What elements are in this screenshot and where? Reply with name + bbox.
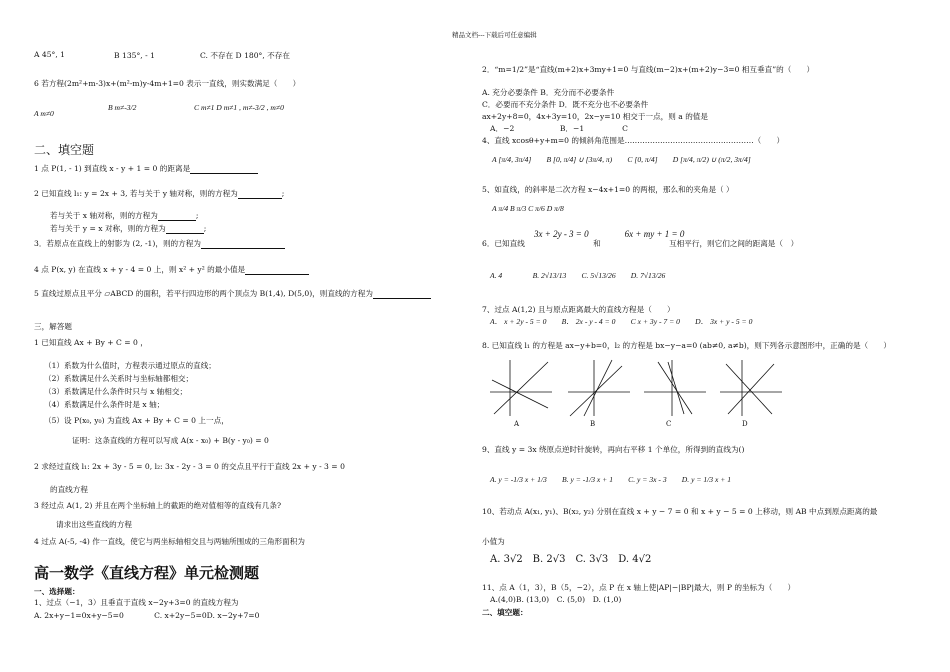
choice-section-title: 一、选择题： bbox=[34, 587, 80, 596]
r-q2-cd: C．必要而不充分条件 D．既不充分也不必要条件 bbox=[482, 100, 649, 109]
solve-q1: 1 已知直线 Ax + By + C = 0 ， bbox=[34, 338, 148, 347]
fill-q1: 1 点 P(1, - 1) 到直线 x - y + 1 = 0 的距离是 bbox=[34, 165, 258, 174]
q6-question: 6 若方程(2m²+m-3)x+(m²-m)y-4m+1=0 表示一直线，则实数满足（ ） bbox=[34, 79, 301, 88]
r-q2: 2．“m=1/2”是“直线(m+2)x+3my+1=0 与直线(m−2)x+(m+2)y−3=0 相互垂直”的（ ） bbox=[482, 65, 815, 74]
r-q8: 8. 已知直线 l₁ 的方程是 ax−y+b=0，l₂ 的方程是 bx−y−a=0 (ab≠0, a≠b)，则下列各示意图形中，正确的是（ ） bbox=[482, 341, 891, 350]
solve-q1-proof: 证明：这条直线的方程可以写成 A(x - x₀) + B(y - y₀) = 0 bbox=[72, 436, 269, 445]
q8-graph-b bbox=[564, 356, 632, 418]
q8-label-c: C bbox=[666, 420, 672, 428]
r-q10-options: A. 3√2 B. 2√3 C. 3√3 D. 4√2 bbox=[490, 554, 652, 565]
paper-title: 高一数学《直线方程》单元检测题 bbox=[34, 564, 260, 582]
q8-label-b: B bbox=[590, 420, 596, 428]
solve-q1-4: （4）系数满足什么条件时是 x 轴； bbox=[44, 400, 165, 409]
r-q6-equations: 3x + 2y - 3 = 0 6x + my + 1 = 0 bbox=[534, 229, 685, 239]
q8-graph-d bbox=[716, 356, 784, 418]
r-q7-options: A． x + 2y - 5 = 0 B． 2x - y - 4 = 0 C x + 3y - 7 = 0 D． 3x + y - 5 = 0 bbox=[490, 317, 753, 326]
r-q2-ab: A. 充分必要条件 B．充分而不必要条件 bbox=[482, 88, 615, 97]
fill-q2c: 若与关于 y = x 对称，则的方程为 ; bbox=[50, 224, 207, 233]
fill-q5: 5 直线过原点且平分 ▱ABCD 的面积，若平行四边形的两个顶点为 B(1,4), D(5,0)，则直线的方程为 bbox=[34, 290, 431, 299]
r-q9-options: A. y = -1/3 x + 1/3 B. y = -1/3 x + 1 C. y = 3x - 3 D. y = 1/3 x + 1 bbox=[490, 475, 732, 484]
fill-q4: 4 点 P(x, y) 在直线 x + y - 4 = 0 上，则 x² + y² 的最小值是 bbox=[34, 266, 309, 275]
r-q5-options: A π/4 B π/3 C π/6 D π/8 bbox=[492, 204, 564, 213]
solve-q3: 3 经过点 A(1, 2) 并且在两个坐标轴上的截距的绝对值相等的直线有几条? bbox=[34, 501, 282, 510]
r-q3-options: A．−2 B．−1 C bbox=[490, 124, 628, 133]
r-fill-section-title: 二、填空题： bbox=[482, 608, 528, 617]
solve-q1-1: （1）系数为什么值时，方程表示通过原点的直线； bbox=[44, 361, 216, 370]
solve-q1-3: （3）系数满足什么条件时只与 x 轴相交； bbox=[44, 387, 188, 396]
choice-q1-options: A. 2x+y−1=0x+y−5=0 C. x+2y−5=0D. x−2y+7=0 bbox=[34, 611, 260, 620]
r-q7: 7、过点 A(1,2) 且与原点距离最大的直线方程是（ ） bbox=[482, 305, 675, 314]
solve-q2: 2 求经过直线 l₁: 2x + 3y - 5 = 0, l₂: 3x - 2y - 3 = 0 的交点且平行于直线 2x + y - 3 = 0 bbox=[34, 462, 345, 471]
r-q6-options: A. 4 B. 2√13/13 C. 5√13/26 D. 7√13/26 bbox=[490, 271, 666, 280]
q5-option-a: A 45°, 1 bbox=[34, 50, 66, 59]
solve-section-title: 三，解答题 bbox=[34, 322, 72, 331]
r-q10b: 小值为 bbox=[482, 537, 505, 546]
r-q9: 9、直线 y = 3x 绕原点逆时针旋转，再向右平移 1 个单位，所得到的直线为() bbox=[482, 445, 745, 454]
q5-option-c: C. 不存在 D 180°, 不存在 bbox=[200, 51, 290, 60]
solve-q4: 4 过点 A(-5, -4) 作一直线，使它与两坐标轴相交且与两轴所围成的三角形面积为 bbox=[34, 537, 305, 546]
fill-q2: 2 已知直线 l₁: y = 2x + 3, 若与关于 y 轴对称，则的方程为 ; bbox=[34, 189, 285, 198]
q6-option-c: C m≠1 D m≠1 , m≠-3/2 , m≠0 bbox=[194, 103, 284, 112]
choice-q1: 1、过点（−1，3）且垂直于直线 x−2y+3=0 的直线方程为 bbox=[34, 598, 239, 607]
fill-q2b: 若与关于 x 轴对称，则的方程为 ; bbox=[50, 211, 199, 220]
solve-q1-5: （5）设 P(x₀, y₀) 为直线 Ax + By + C = 0 上一点， bbox=[44, 416, 229, 425]
r-q5: 5、如直线，的斜率是二次方程 x−4x+1=0 的两根，那么和的夹角是（ ） bbox=[482, 185, 734, 194]
r-q6: 6．已知直线 和 互相平行，则它们之间的距离是（ ） bbox=[482, 239, 799, 248]
fill-section-title: 二、填空题 bbox=[34, 143, 95, 157]
r-q11: 11、点 A（1，3），B（5，−2），点 P 在 x 轴上使|AP|−|BP|最大，则 P 的坐标为（ ） bbox=[482, 583, 796, 592]
q6-option-a: A m≠0 bbox=[34, 109, 54, 118]
r-q4: 4、直线 xcosθ+y+m=0 的倾斜角范围是……………………………………………（ ） bbox=[482, 136, 785, 145]
q8-graph-a bbox=[486, 356, 554, 418]
r-q10: 10、若动点 A(x₁, y₁)、B(x₂, y₂) 分别在直线 x + y − 7 = 0 和 x + y − 5 = 0 上移动，则 AB 中点到原点距离的最 bbox=[482, 507, 878, 516]
solve-q3b: 请求出这些直线的方程 bbox=[56, 520, 132, 529]
solve-q1-2: （2）系数满足什么关系时与坐标轴都相交； bbox=[44, 374, 194, 383]
r-q3: ax+2y+8=0，4x+3y=10，2x−y=10 相交于一点，则 a 的值是 bbox=[482, 112, 708, 121]
q8-label-d: D bbox=[742, 420, 748, 428]
r-q4-options: A [π/4, 3π/4] B [0, π/4] ∪ [3π/4, π) C [0, π/4] D [π/4, π/2) ∪ (π/2, 3π/4] bbox=[492, 155, 751, 164]
r-q11-options: A.(4,0)B. (13,0) C. (5,0) D. (1,0) bbox=[490, 595, 622, 604]
q8-label-a: A bbox=[514, 420, 520, 428]
page-header: 精品文档---下载后可任意编辑 bbox=[452, 31, 537, 39]
fill-q3: 3．若原点在直线上的射影为 (2, -1)，则的方程为 bbox=[34, 240, 285, 249]
q8-graph-c bbox=[640, 356, 708, 418]
q5-option-b: B 135°, - 1 bbox=[114, 51, 155, 60]
solve-q2b: 的直线方程 bbox=[50, 485, 88, 494]
q6-option-b: B m≠-3/2 bbox=[108, 103, 137, 112]
